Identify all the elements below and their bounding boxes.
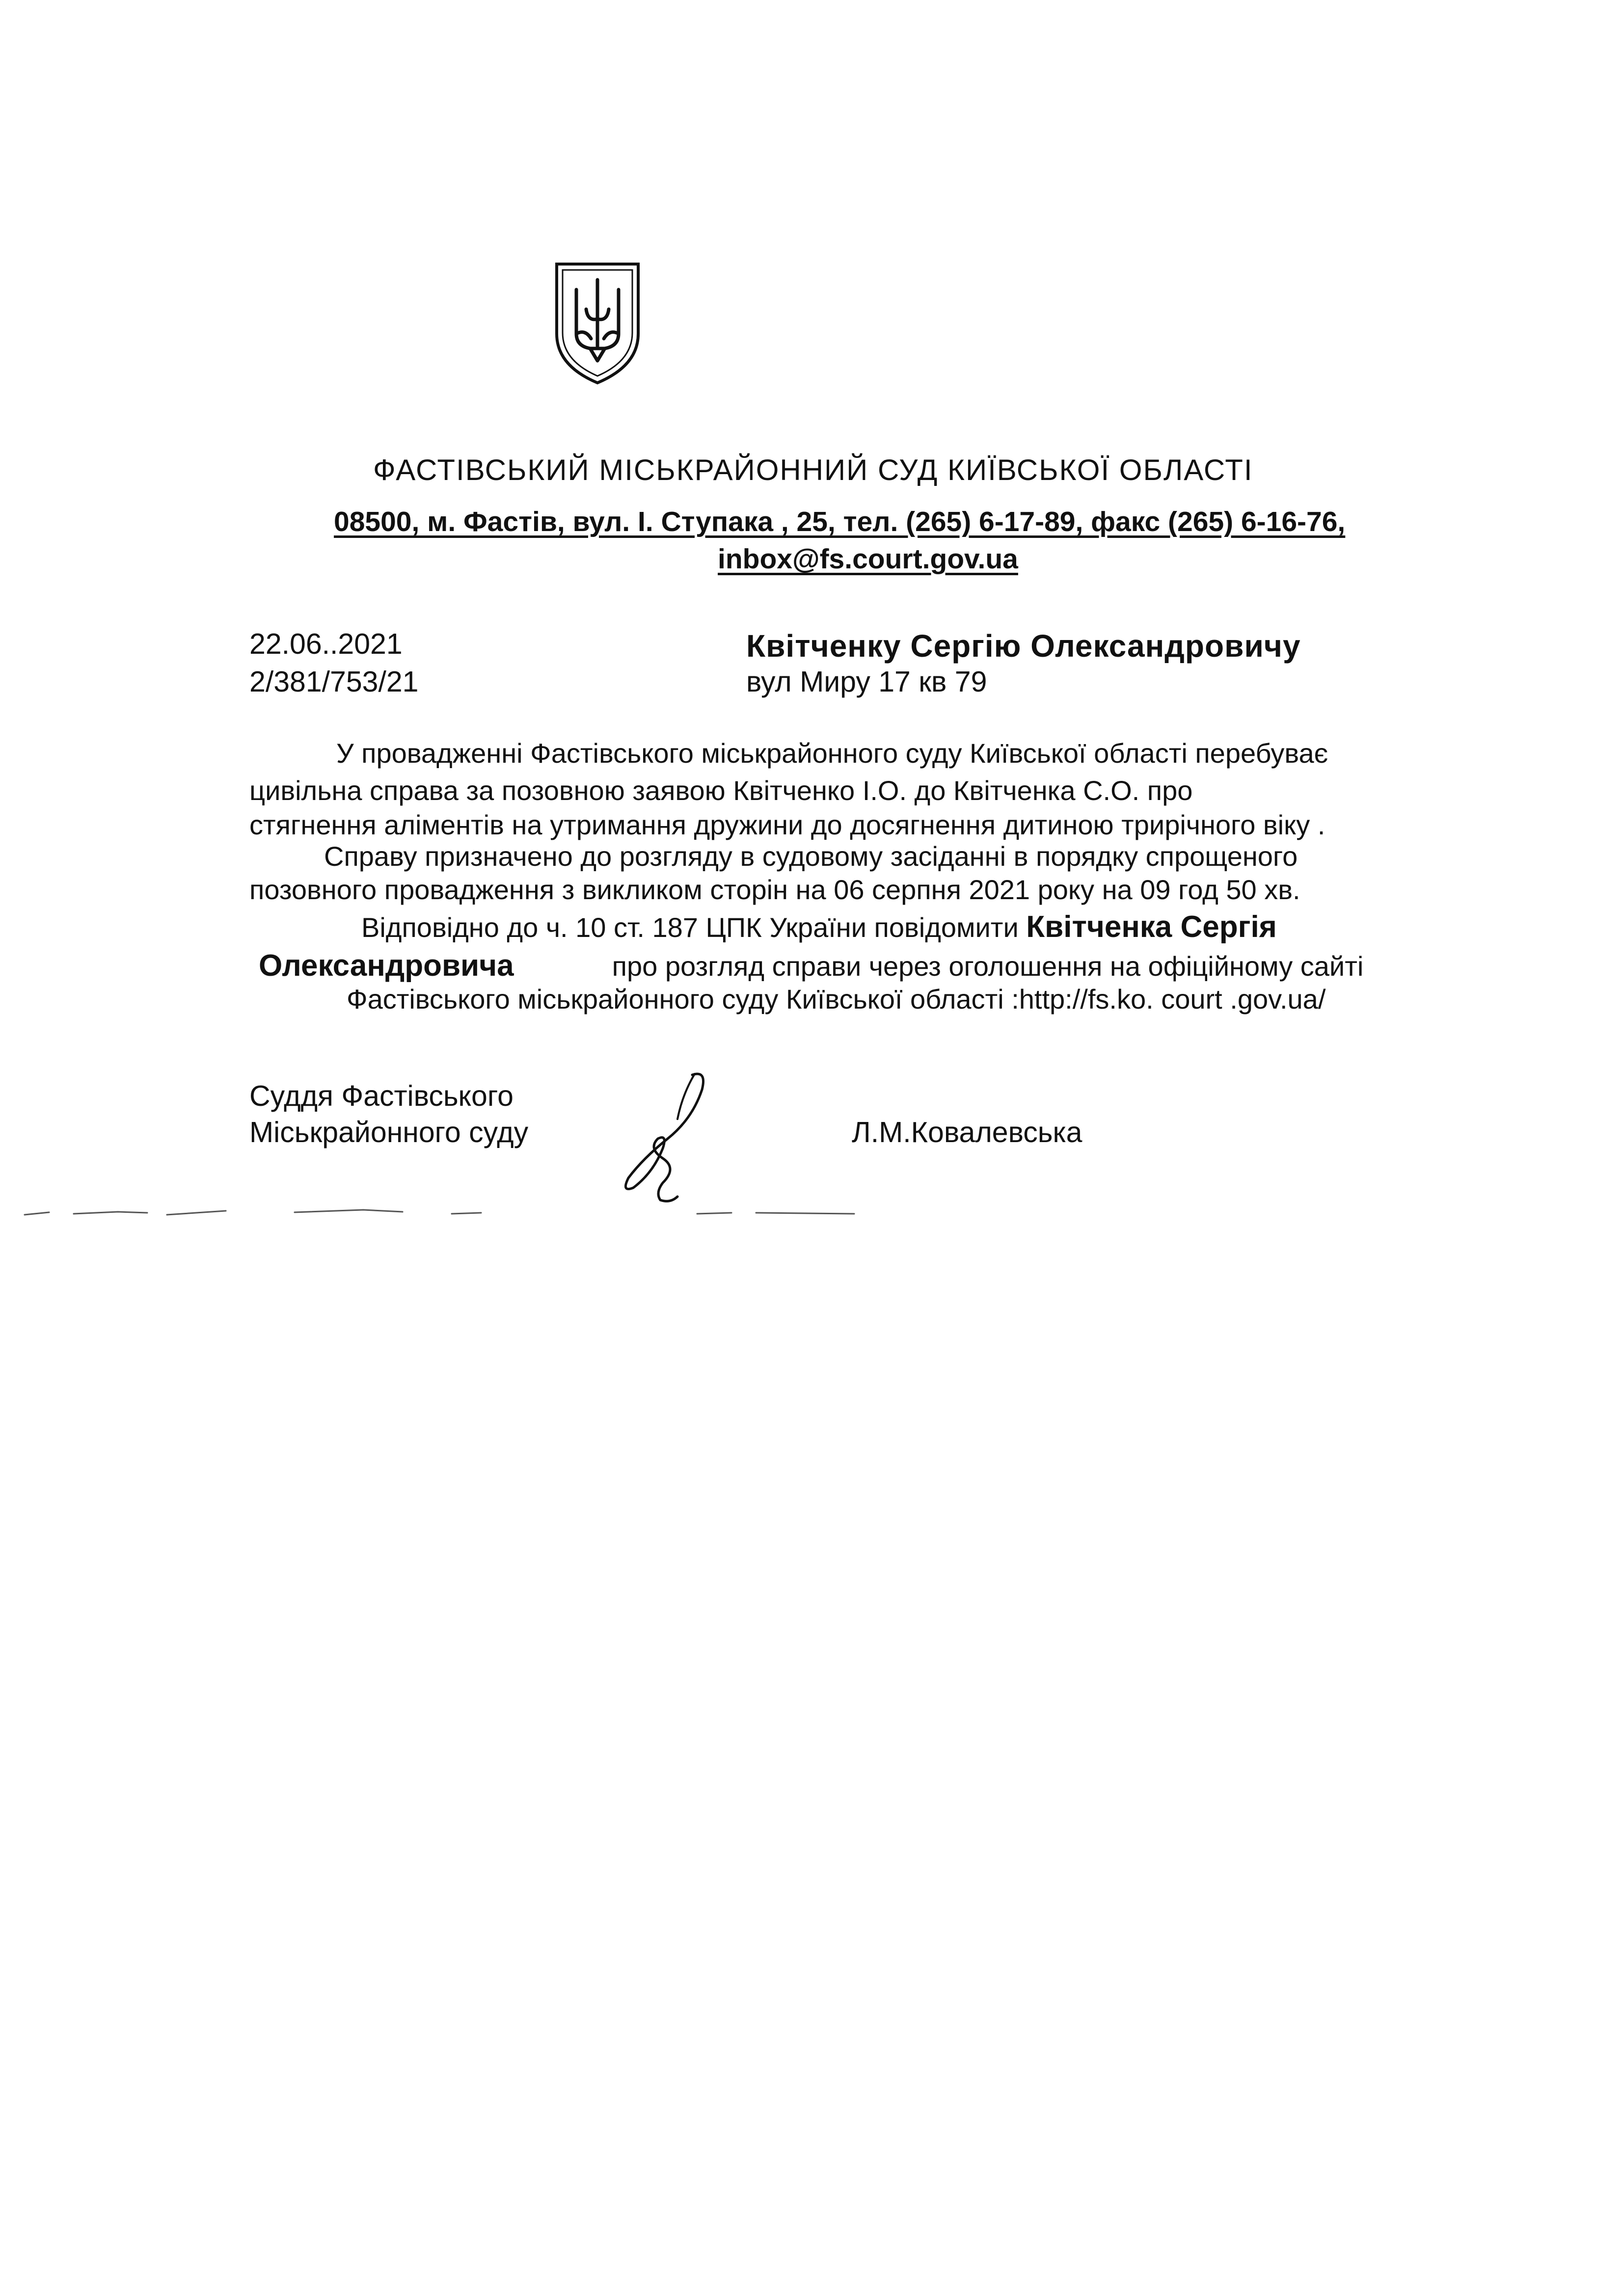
notified-person-patronymic: Олександровича <box>259 949 514 983</box>
document-date: 22.06..2021 <box>249 628 403 660</box>
court-name: ФАСТІВСЬКИЙ МІСЬКРАЙОННИЙ СУД КИЇВСЬКОЇ ОБЛАСТІ <box>373 454 1253 486</box>
notified-person-name: Квітченка Сергія <box>1026 910 1277 944</box>
addressee-address: вул Миру 17 кв 79 <box>746 666 987 698</box>
body-line-7-suffix: про розгляд справи через оголошення на офіційному сайті <box>612 951 1364 982</box>
judge-title-line-1: Суддя Фастівського <box>249 1080 514 1112</box>
body-line-3: стягнення аліментів на утримання дружини до досягнення дитиною трирічного віку . <box>249 809 1325 840</box>
scan-artifact-line <box>20 1205 864 1220</box>
body-line-2: цивільна справа за позовною заявою Квітченко І.О. до Квітченка С.О. про <box>249 775 1193 806</box>
body-line-6 <box>361 909 1277 944</box>
body-line-7 <box>259 948 1363 983</box>
handwritten-signature <box>609 1065 722 1207</box>
judge-name: Л.М.Ковалевська <box>852 1116 1082 1148</box>
body-line-6-prefix: Відповідно до ч. 10 ст. 187 ЦПК України повідомити <box>361 912 1019 943</box>
ukraine-trident-emblem-icon <box>551 260 644 386</box>
court-address: 08500, м. Фастів, вул. І. Ступака , 25, тел. (265) 6-17-89, факс (265) 6-16-76, <box>334 506 1346 537</box>
body-line-4: Справу призначено до розгляду в судовому засіданні в порядку спрощеного <box>324 841 1298 872</box>
court-email[interactable]: inbox@fs.court.gov.ua <box>718 543 1018 575</box>
body-line-1: У провадженні Фастівського міськрайонного суду Київської області перебуває <box>336 738 1328 769</box>
case-number: 2/381/753/21 <box>249 666 419 698</box>
body-line-8: Фастівського міськрайонного суду Київської області :http://fs.ko. court .gov.ua/ <box>347 984 1326 1015</box>
addressee-name: Квітченку Сергію Олександровичу <box>746 628 1301 664</box>
judge-title-line-2: Міськрайонного суду <box>249 1116 529 1148</box>
body-line-5: позовного провадження з викликом сторін на 06 серпня 2021 року на 09 год 50 хв. <box>249 874 1300 905</box>
